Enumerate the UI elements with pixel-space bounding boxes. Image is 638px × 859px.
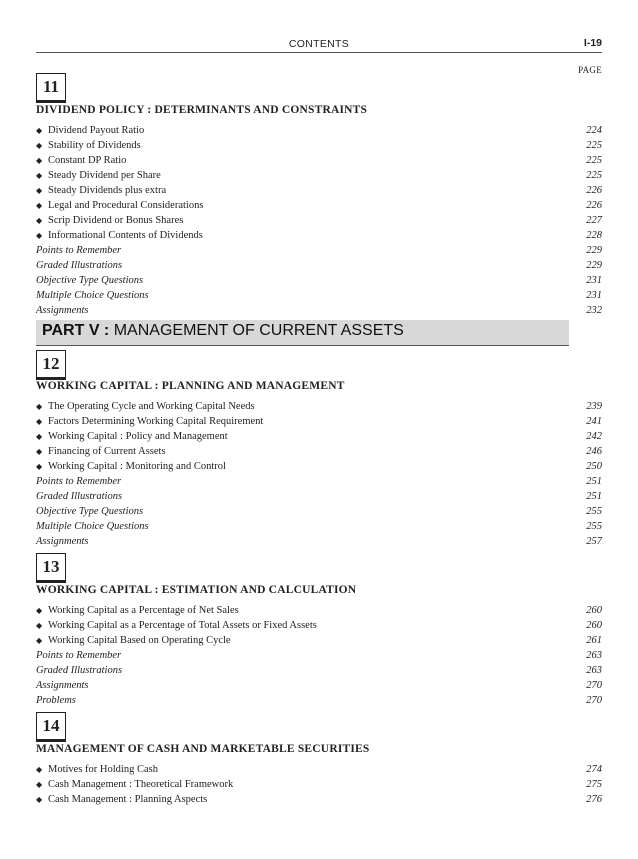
toc-entry[interactable] bbox=[36, 762, 602, 777]
toc-entry-page: 225 bbox=[586, 140, 602, 151]
toc-entry-label: Problems bbox=[36, 695, 76, 706]
toc-entry[interactable] bbox=[36, 288, 602, 303]
toc-entry-label: Scrip Dividend or Bonus Shares bbox=[48, 215, 184, 226]
toc-entry-label: Financing of Current Assets bbox=[48, 446, 166, 457]
toc-entry-label: Working Capital : Monitoring and Control bbox=[48, 461, 226, 472]
toc-entry-page: 229 bbox=[586, 245, 602, 256]
toc-entry-label: Stability of Dividends bbox=[48, 140, 141, 151]
toc-entry-page: 275 bbox=[586, 779, 602, 790]
toc-entry-label: Objective Type Questions bbox=[36, 506, 144, 517]
toc-entry-page: 261 bbox=[586, 635, 602, 646]
toc-entry[interactable] bbox=[36, 792, 602, 807]
chapter-title: WORKING CAPITAL : PLANNING AND MANAGEMENT bbox=[36, 380, 345, 392]
toc-entry-page: 260 bbox=[586, 605, 602, 616]
toc-entry-label: Assignments bbox=[36, 305, 89, 316]
toc-entry[interactable] bbox=[36, 444, 602, 459]
toc-entry[interactable] bbox=[36, 168, 602, 183]
toc-entry-label: Cash Management : Planning Aspects bbox=[48, 794, 208, 805]
toc-entry[interactable] bbox=[36, 123, 602, 138]
toc-entry[interactable] bbox=[36, 618, 602, 633]
diamond-bullet-icon: ◆ bbox=[36, 402, 43, 411]
diamond-bullet-icon: ◆ bbox=[36, 765, 43, 774]
diamond-bullet-icon: ◆ bbox=[36, 156, 43, 165]
diamond-bullet-icon: ◆ bbox=[36, 126, 43, 135]
chapter-number-box: 14 bbox=[36, 712, 66, 740]
toc-entry[interactable] bbox=[36, 648, 602, 663]
diamond-bullet-icon: ◆ bbox=[36, 780, 43, 789]
diamond-bullet-icon: ◆ bbox=[36, 606, 43, 615]
toc-entry-label: Multiple Choice Questions bbox=[36, 521, 149, 532]
toc-entry-page: 232 bbox=[586, 305, 602, 316]
toc-entry-label: Objective Type Questions bbox=[36, 275, 144, 286]
chapter-number-box: 12 bbox=[36, 350, 66, 378]
toc-entry-page: 228 bbox=[586, 230, 602, 241]
toc-entry-page: 260 bbox=[586, 620, 602, 631]
toc-entry-page: 225 bbox=[586, 155, 602, 166]
diamond-bullet-icon: ◆ bbox=[36, 432, 43, 441]
diamond-bullet-icon: ◆ bbox=[36, 447, 43, 456]
toc-entry-label: Graded Illustrations bbox=[36, 665, 123, 676]
toc-entry-page: 231 bbox=[586, 275, 602, 286]
toc-entry-page: 276 bbox=[586, 794, 602, 805]
toc-entry-label: Working Capital as a Percentage of Total Assets or Fixed Assets bbox=[48, 620, 317, 631]
toc-entry[interactable] bbox=[36, 519, 602, 534]
toc-entry-page: 224 bbox=[586, 125, 602, 136]
toc-entry[interactable] bbox=[36, 603, 602, 618]
toc-entry[interactable] bbox=[36, 504, 602, 519]
diamond-bullet-icon: ◆ bbox=[36, 216, 43, 225]
toc-entry-label: Graded Illustrations bbox=[36, 491, 123, 502]
chapter-number-underline bbox=[36, 581, 66, 583]
toc-entry[interactable] bbox=[36, 153, 602, 168]
toc-entry[interactable] bbox=[36, 258, 602, 273]
toc-entry[interactable] bbox=[36, 243, 602, 258]
toc-entry-page: 226 bbox=[586, 200, 602, 211]
toc-entry-page: 270 bbox=[586, 680, 602, 691]
toc-entry[interactable] bbox=[36, 693, 602, 708]
toc-entry[interactable] bbox=[36, 399, 602, 414]
chapter-number-box: 13 bbox=[36, 553, 66, 581]
toc-entry[interactable] bbox=[36, 429, 602, 444]
toc-entry-label: Legal and Procedural Considerations bbox=[48, 200, 204, 211]
toc-entry-label: Working Capital : Policy and Management bbox=[48, 431, 228, 442]
toc-entry-page: 227 bbox=[586, 215, 602, 226]
part-title: MANAGEMENT OF CURRENT ASSETS bbox=[113, 322, 404, 339]
diamond-bullet-icon: ◆ bbox=[36, 186, 43, 195]
toc-entry[interactable] bbox=[36, 534, 602, 549]
toc-entry-page: 239 bbox=[586, 401, 602, 412]
toc-entry-page: 229 bbox=[586, 260, 602, 271]
diamond-bullet-icon: ◆ bbox=[36, 201, 43, 210]
chapter-number-underline bbox=[36, 740, 66, 742]
chapter-title: WORKING CAPITAL : ESTIMATION AND CALCULATION bbox=[36, 584, 357, 596]
toc-entry-page: 270 bbox=[586, 695, 602, 706]
toc-entry[interactable] bbox=[36, 198, 602, 213]
toc-entry-label: Constant DP Ratio bbox=[48, 155, 127, 166]
toc-entry[interactable] bbox=[36, 459, 602, 474]
toc-entry-page: 251 bbox=[586, 491, 602, 502]
chapter-number-underline bbox=[36, 101, 66, 103]
toc-entry-page: 250 bbox=[586, 461, 602, 472]
toc-entry[interactable] bbox=[36, 633, 602, 648]
diamond-bullet-icon: ◆ bbox=[36, 417, 43, 426]
toc-entry-label: Assignments bbox=[36, 680, 89, 691]
toc-entry-label: Cash Management : Theoretical Framework bbox=[48, 779, 234, 790]
toc-entry[interactable] bbox=[36, 474, 602, 489]
toc-entry[interactable] bbox=[36, 183, 602, 198]
page-column-label: PAGE bbox=[578, 65, 602, 75]
diamond-bullet-icon: ◆ bbox=[36, 636, 43, 645]
diamond-bullet-icon: ◆ bbox=[36, 141, 43, 150]
toc-entry-label: Points to Remember bbox=[36, 245, 122, 256]
toc-entry-label: Steady Dividend per Share bbox=[48, 170, 161, 181]
toc-entry[interactable] bbox=[36, 414, 602, 429]
toc-entry-page: 231 bbox=[586, 290, 602, 301]
diamond-bullet-icon: ◆ bbox=[36, 621, 43, 630]
toc-entry-label: Dividend Payout Ratio bbox=[48, 125, 145, 136]
toc-entry-label: Points to Remember bbox=[36, 476, 122, 487]
toc-entry-label: Assignments bbox=[36, 536, 89, 547]
header-rule bbox=[36, 52, 602, 53]
toc-entry-page: 263 bbox=[586, 650, 602, 661]
toc-entry-label: Graded Illustrations bbox=[36, 260, 123, 271]
toc-entry[interactable] bbox=[36, 489, 602, 504]
toc-entry[interactable] bbox=[36, 777, 602, 792]
toc-entry-label: Points to Remember bbox=[36, 650, 122, 661]
toc-entry[interactable] bbox=[36, 678, 602, 693]
toc-entry-page: 225 bbox=[586, 170, 602, 181]
part-banner bbox=[36, 320, 569, 346]
toc-entry-page: 246 bbox=[586, 446, 602, 457]
toc-entry[interactable] bbox=[36, 303, 602, 318]
diamond-bullet-icon: ◆ bbox=[36, 795, 43, 804]
toc-entry-label: Working Capital as a Percentage of Net Sales bbox=[48, 605, 239, 616]
diamond-bullet-icon: ◆ bbox=[36, 231, 43, 240]
running-header-title: CONTENTS bbox=[288, 38, 350, 50]
toc-entry-label: Steady Dividends plus extra bbox=[48, 185, 167, 196]
toc-entry-label: Informational Contents of Dividends bbox=[48, 230, 203, 241]
toc-entry-page: 241 bbox=[586, 416, 602, 427]
toc-entry-label: Factors Determining Working Capital Requirement bbox=[48, 416, 264, 427]
toc-entry-page: 263 bbox=[586, 665, 602, 676]
diamond-bullet-icon: ◆ bbox=[36, 462, 43, 471]
chapter-number-box: 11 bbox=[36, 73, 66, 101]
part-prefix: PART V : bbox=[42, 322, 110, 339]
toc-entry[interactable] bbox=[36, 663, 602, 678]
toc-entry[interactable] bbox=[36, 228, 602, 243]
toc-entry-page: 251 bbox=[586, 476, 602, 487]
chapter-title: MANAGEMENT OF CASH AND MARKETABLE SECURITIES bbox=[36, 743, 370, 755]
toc-entry-page: 255 bbox=[586, 506, 602, 517]
toc-entry[interactable] bbox=[36, 213, 602, 228]
toc-entry-label: Motives for Holding Cash bbox=[48, 764, 158, 775]
toc-entry-label: The Operating Cycle and Working Capital Needs bbox=[48, 401, 255, 412]
toc-entry-page: 257 bbox=[586, 536, 602, 547]
toc-entry[interactable] bbox=[36, 138, 602, 153]
toc-entry-page: 255 bbox=[586, 521, 602, 532]
toc-entry-page: 242 bbox=[586, 431, 602, 442]
toc-entry-page: 226 bbox=[586, 185, 602, 196]
toc-entry-page: 274 bbox=[586, 764, 602, 775]
chapter-title: DIVIDEND POLICY : DETERMINANTS AND CONSTRAINTS bbox=[36, 104, 368, 116]
diamond-bullet-icon: ◆ bbox=[36, 171, 43, 180]
toc-entry[interactable] bbox=[36, 273, 602, 288]
running-header-page-number: I-19 bbox=[583, 37, 602, 49]
toc-entry-label: Multiple Choice Questions bbox=[36, 290, 149, 301]
toc-entry-label: Working Capital Based on Operating Cycle bbox=[48, 635, 231, 646]
